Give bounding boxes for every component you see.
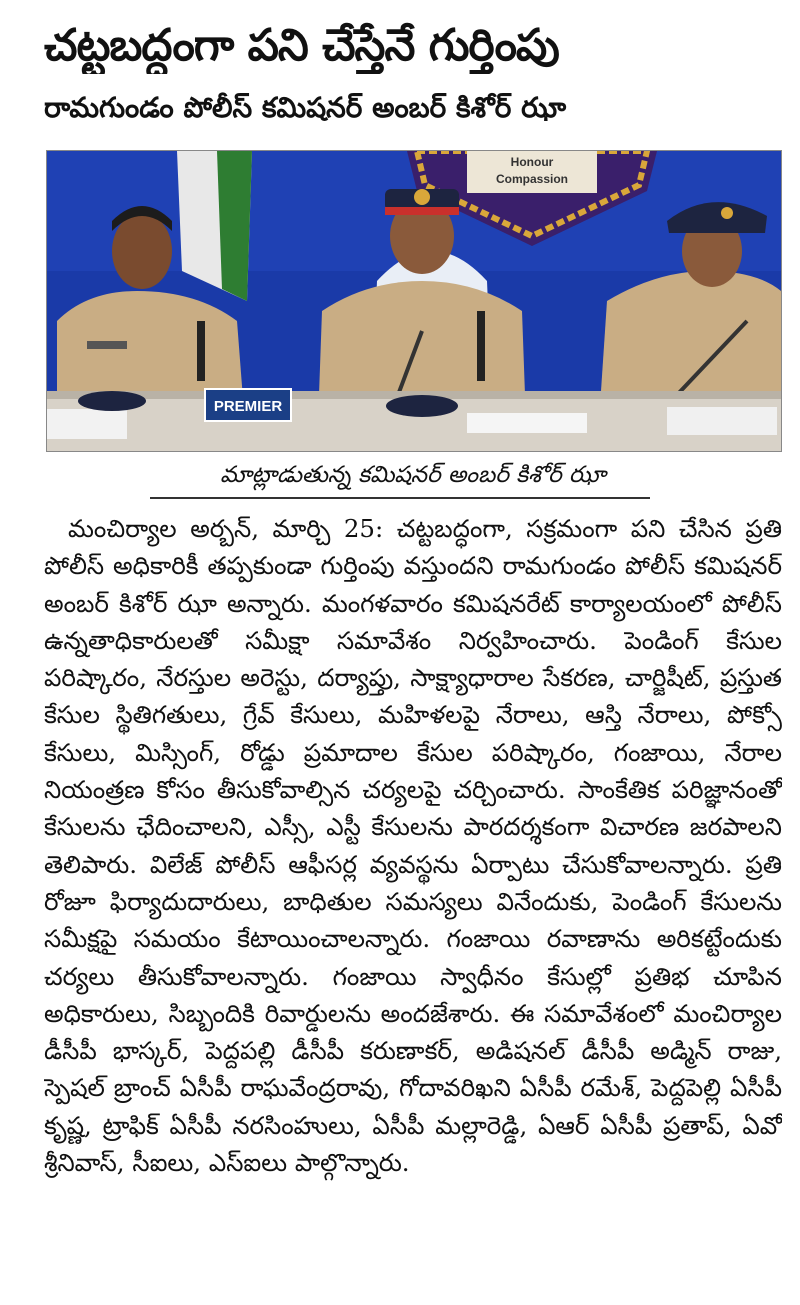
subheadline: రామగుండం పోలీస్ కమిషనర్ అంబర్ కిశోర్ ఝా	[44, 91, 567, 124]
photo-illustration	[47, 151, 781, 451]
photo-caption: మాట్లాడుతున్న కమిషనర్ అంబర్ కిశోర్ ఝా	[220, 462, 606, 488]
headline: చట్టబద్ధంగా పని చేస్తేనే గుర్తింపు	[44, 20, 559, 71]
nameplate	[205, 389, 291, 421]
emblem-text-honour: Honour	[510, 155, 554, 169]
caption-divider	[150, 497, 650, 499]
article-body	[44, 510, 782, 1300]
article-paragraph: మంచిర్యాల అర్బన్, మార్చి 25: చట్టబద్ధంగా, సక్రమంగా పని చేసిన ప్రతి పోలీస్ అధికారికీ తప్పకుండా గుర్తింపు వస్తుందని రామగుండం పోలీస్ కమిషనర్ అంబర్ కిశోర్ ఝా అన్నారు. మంగళవారం కమిషనరేట్ కార్యాలయంలో పోలీస్ ఉన్నతాధికారులతో సమీక్షా సమావేశం నిర్వహించారు. పెండింగ్ కేసుల పరిష్కారం, నేరస్తుల అరెస్టు, దర్యాప్తు, సాక్ష్యాధారాల సేకరణ, చార్జిషీట్, ప్రస్తుత కేసుల స్థితిగతులు, గ్రేవ్ కేసులు, మహిళలపై నేరాలు, ఆస్తి నేరాలు, పోక్సో కేసులు, మిస్సింగ్, రోడ్డు ప్రమాదాల కేసుల పరిష్కారం, గంజాయి, నేరాల నియంత్రణ కోసం తీసుకోవాల్సిన చర్యలపై చర్చించారు. సాంకేతిక పరిజ్ఞానంతో కేసులను ఛేదించాలని, ఎస్సీ, ఎస్టీ కేసులను పారదర్శకంగా విచారణ జరపాలని తెలిపారు. విలేజ్ పోలీస్ ఆఫీసర్ల వ్యవస్థను ఏర్పాటు చేసుకోవాలన్నారు. ప్రతి రోజూ ఫిర్యాదుదారులు, బాధితుల సమస్యలు వినేందుకు, పెండింగ్ కేసులను సమీక్షపై సమయం కేటాయించాలన్నారు. గంజాయి రవాణాను అరికట్టేందుకు చర్యలు తీసుకోవాలన్నారు. గంజాయి స్వాధీనం కేసుల్లో ప్రతిభ చూపిన అధికారులు, సిబ్బందికి రివార్డులను అందజేశారు. ఈ సమావేశంలో మంచిర్యాల డీసీపీ భాస్కర్, పెద్దపల్లి డీసీపీ కరుణాకర్, అడిషనల్ డీసీపీ అడ్మిన్ రాజు, స్పెషల్ బ్రాంచ్ ఏసీపీ రాఘవేంద్రరావు, గోదావరిఖని ఏసీపీ రమేశ్, పెద్దపెల్లి ఏసీపీ కృష్ణ, ట్రాఫిక్ ఏసీపీ నరసింహులు, ఏసీపీ మల్లారెడ్డి, ఏఆర్ ఏసీపీ ప్రతాప్, ఏవో శ్రీనివాస్, సీఐలు, ఎస్ఐలు పాల్గొన్నారు.	[44, 514, 782, 1178]
nameplate-text: PREMIER	[213, 398, 283, 415]
emblem-text-compassion: Compassion	[495, 172, 569, 186]
news-photo	[46, 150, 782, 452]
